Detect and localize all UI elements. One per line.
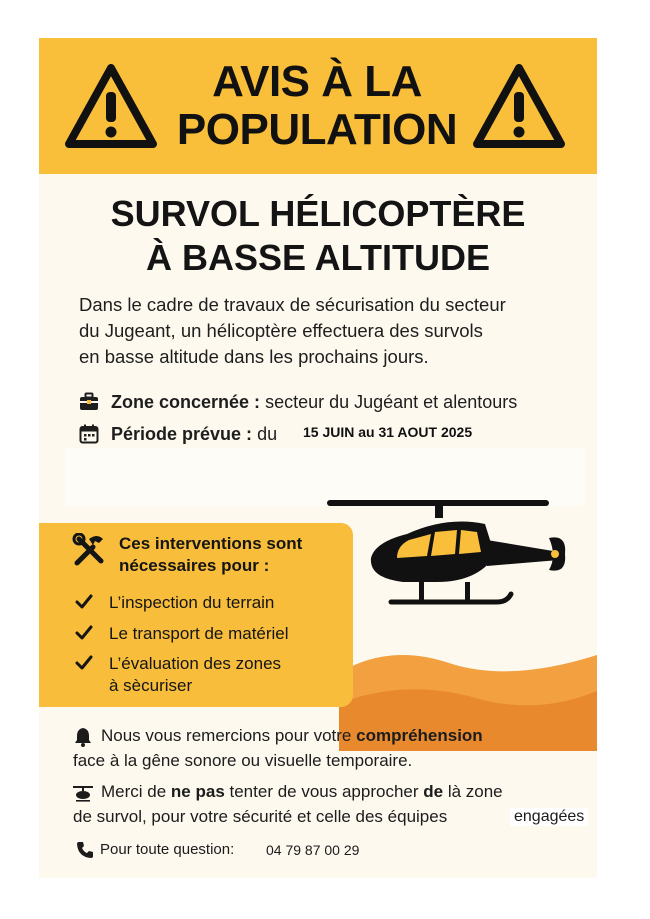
checkmark-icon <box>75 624 93 642</box>
intro-paragraph <box>79 292 584 370</box>
header-banner <box>39 38 597 174</box>
panel-title <box>119 533 349 577</box>
contact-number: 04 79 87 00 29 <box>266 842 360 858</box>
contact-label: Pour toute question: <box>100 841 235 858</box>
checkmark-icon <box>75 593 93 611</box>
phone-icon <box>76 841 94 859</box>
subtitle-line1: SURVOL HÉLICOPTÈRE <box>110 193 526 234</box>
helicopter-small-icon <box>73 783 93 803</box>
warn-text-c: tenter de vous approcher <box>224 782 424 801</box>
period-prefix: du <box>257 424 278 444</box>
poster <box>39 38 597 878</box>
panel-title-line1: Ces interventions sont <box>119 534 303 553</box>
thanks-bold: compréhension <box>356 726 483 745</box>
thanks-line2: face à la gêne sonore ou visuelle temporaire. <box>73 751 413 770</box>
header-title <box>157 58 477 154</box>
warn-text-e: là zone <box>443 782 503 801</box>
thanks-text: Nous vous remercions pour votre <box>101 726 357 745</box>
warning-triangle-icon <box>471 62 567 150</box>
warn-text-b: ne pas <box>170 782 225 801</box>
subtitle-line2: À BASSE ALTITUDE <box>145 237 490 278</box>
zone-label: Zone concernée : <box>111 392 261 412</box>
list-item-text: Le transport de matériel <box>109 624 289 643</box>
zone-value: secteur du Jugéant et alentours <box>265 392 518 412</box>
header-title-line1: AVIS À LA <box>212 57 422 106</box>
warn-text-d: de <box>423 782 444 801</box>
list-item-text-line2: à sècuriser <box>109 676 193 695</box>
list-item-text: L’évaluation des zones <box>109 654 282 673</box>
warn-text-a: Merci de <box>101 782 171 801</box>
intro-line1: Dans le cadre de travaux de sécurisation du secteur <box>79 294 506 315</box>
notice-subtitle <box>39 192 597 280</box>
helicopter-illustration <box>327 494 575 624</box>
panel-title-line2: nécessaires pour : <box>119 556 270 575</box>
calendar-icon <box>79 424 99 444</box>
warning-triangle-icon <box>63 62 159 150</box>
warn-line2: de survol, pour votre sécurité et celle des équipes <box>73 807 448 826</box>
list-item-text: L’inspection du terrain <box>109 593 275 612</box>
intro-line3: en basse altitude dans les prochains jours. <box>79 346 429 367</box>
warn-line2-end: engagées <box>510 808 588 826</box>
tools-icon <box>71 533 107 569</box>
period-label: Période prévue : <box>111 424 253 444</box>
checkmark-icon <box>75 654 93 672</box>
bell-icon <box>73 727 93 747</box>
period-dates: 15 JUIN au 31 AOUT 2025 <box>303 424 473 440</box>
header-title-line2: POPULATION <box>176 105 458 154</box>
briefcase-icon <box>79 392 99 412</box>
intro-line2: du Jugeant, un hélicoptère effectuera des survols <box>79 320 483 341</box>
interventions-panel <box>39 523 353 707</box>
